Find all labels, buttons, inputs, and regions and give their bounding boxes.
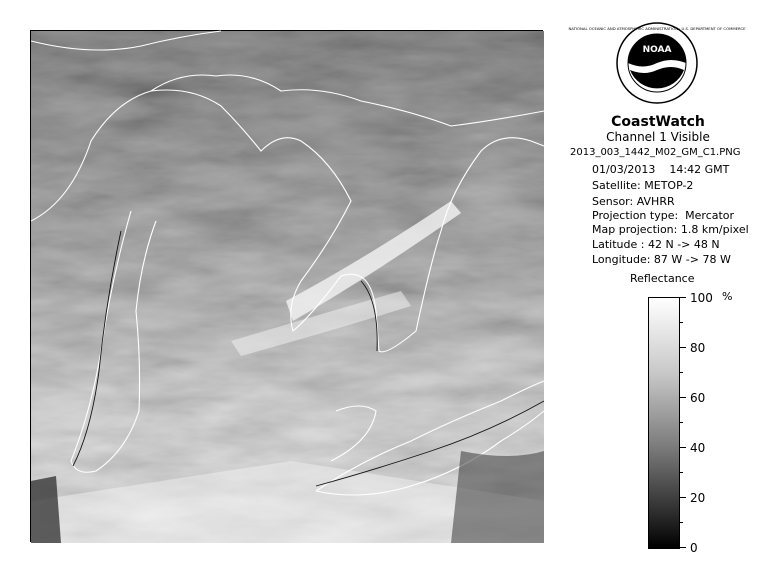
reflectance-colorbar (648, 297, 680, 549)
colorbar-tick-label: 60 (690, 391, 706, 405)
colorbar-minor-tick (680, 322, 683, 323)
sensor-info: Sensor: AVHRR (592, 195, 675, 208)
colorbar-tick (680, 497, 686, 498)
colorbar-minor-tick (680, 422, 683, 423)
colorbar-minor-tick (680, 472, 683, 473)
satellite-image (30, 30, 543, 542)
noaa-logo (568, 22, 746, 104)
colorbar-tick (680, 547, 686, 548)
map-projection-info: Map projection: 1.8 km/pixel (592, 223, 749, 236)
colorbar-unit: % (722, 290, 733, 303)
colorbar-minor-tick (680, 522, 683, 523)
colorbar-tick (680, 397, 686, 398)
longitude-info: Longitude: 87 W -> 78 W (592, 253, 731, 266)
date-time: 01/03/2013 14:42 GMT (592, 163, 730, 176)
svg-text:NOAA: NOAA (642, 45, 672, 55)
product-title: CoastWatch (611, 114, 705, 130)
svg-text:NATIONAL OCEANIC AND ATMOSPHER: NATIONAL OCEANIC AND ATMOSPHERIC ADMINISTRATION · U.S. DEPARTMENT OF COMMERCE (568, 26, 746, 31)
colorbar-tick-label: 80 (690, 341, 706, 355)
colorbar-tick (680, 297, 686, 298)
channel-label: Channel 1 Visible (606, 130, 710, 144)
colorbar-tick-label: 40 (690, 441, 706, 455)
latitude-info: Latitude : 42 N -> 48 N (592, 238, 720, 251)
colorbar-tick (680, 447, 686, 448)
satellite-info: Satellite: METOP-2 (592, 179, 694, 192)
colorbar-tick-label: 100 (690, 291, 713, 305)
colorbar-tick-label: 20 (690, 491, 706, 505)
colorbar-tick-label: 0 (690, 541, 698, 555)
colorbar-tick (680, 347, 686, 348)
colorbar-title: Reflectance (630, 272, 695, 285)
colorbar-minor-tick (680, 372, 683, 373)
file-name: 2013_003_1442_M02_GM_C1.PNG (570, 147, 741, 158)
projection-info: Projection type: Mercator (592, 209, 735, 222)
